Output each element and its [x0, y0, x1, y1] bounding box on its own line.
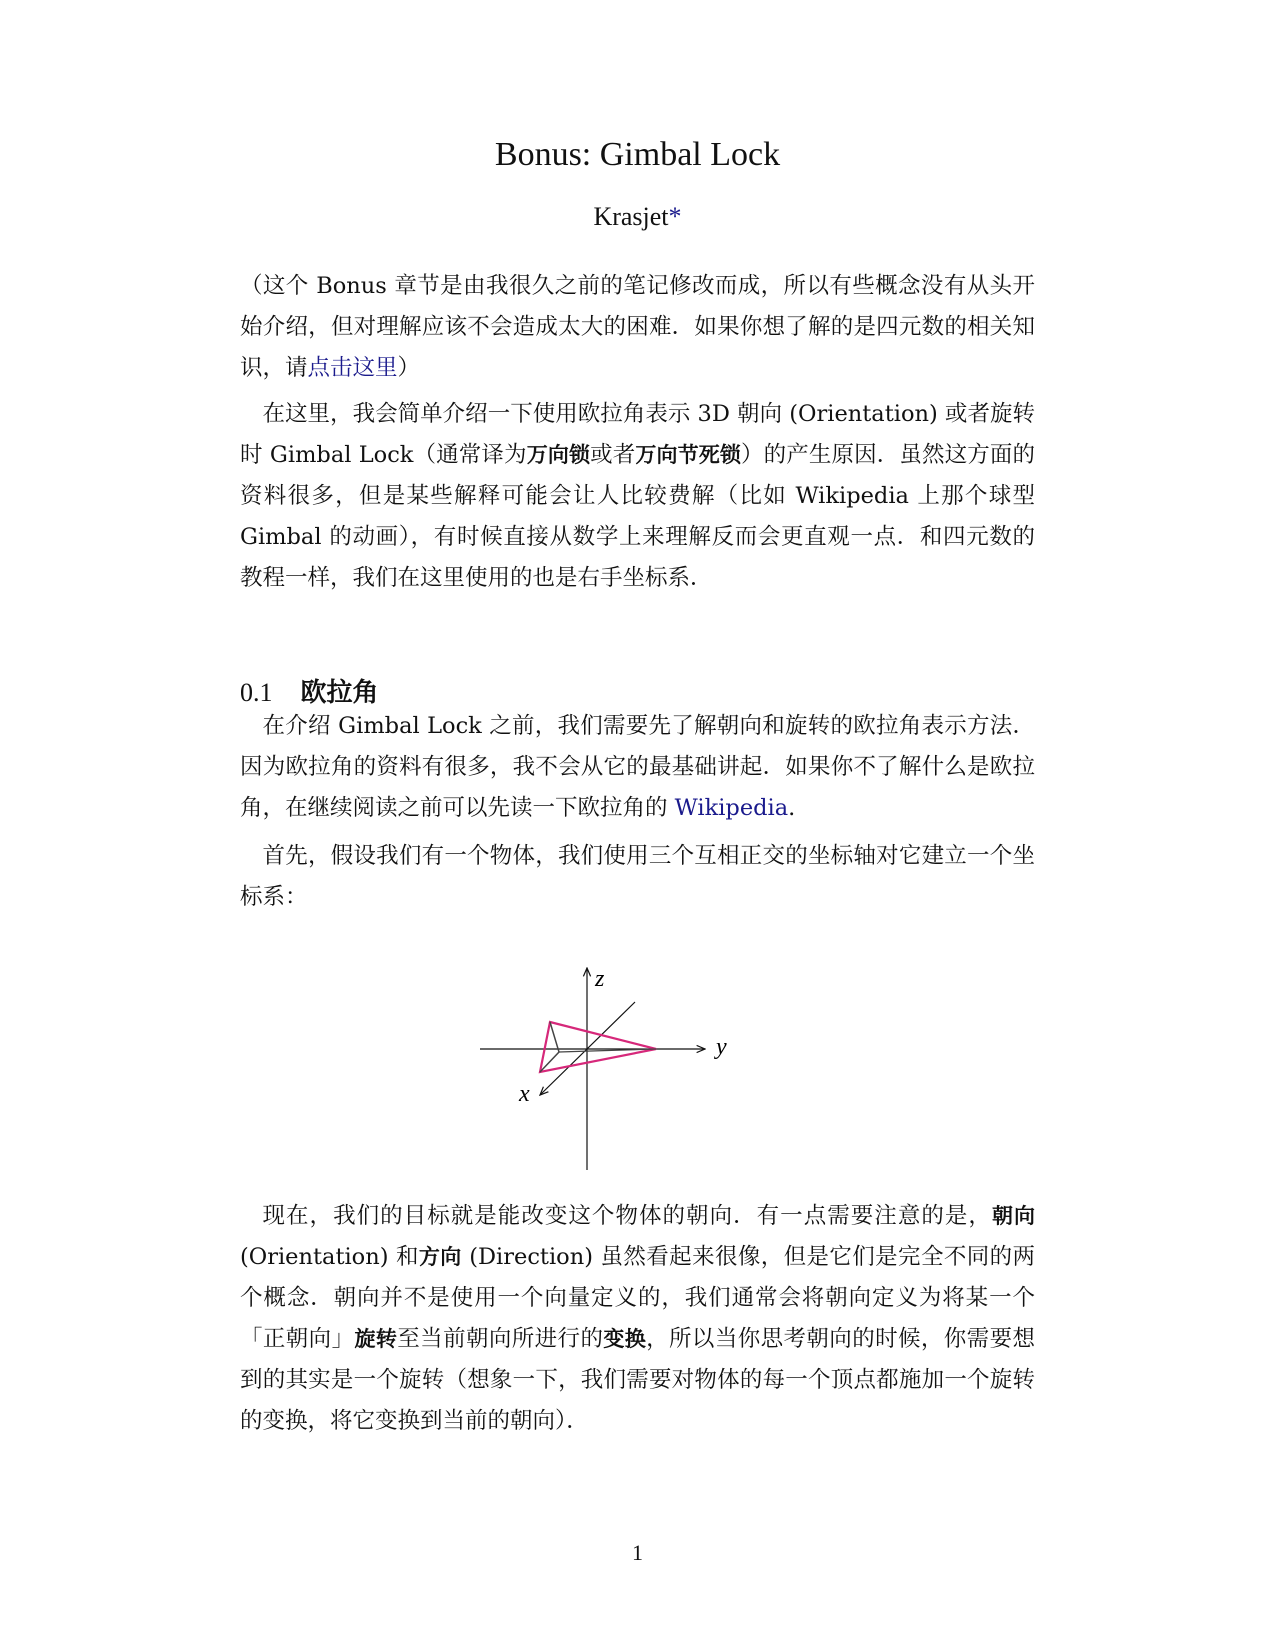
intro-block	[240, 266, 1035, 389]
para1-text-a: 在这里，我会简单介绍一下使用欧拉角表示 3D 朝向 (Orientation) 或者旋转时 Gimbal Lock（通常译为	[240, 401, 1035, 468]
para4-term-rotation: 旋转	[354, 1327, 398, 1351]
para4-term-direction: 方向	[418, 1245, 462, 1269]
para1-term-2: 万向节死锁	[635, 443, 741, 467]
coordinate-figure	[480, 960, 780, 1190]
para1-text-c: 或者	[590, 442, 636, 468]
para4-block	[240, 1196, 1035, 1442]
x-axis-label: x	[519, 1081, 530, 1107]
paragraph-4	[240, 1196, 1035, 1442]
paragraph-2	[240, 706, 1035, 829]
author-name: Krasjet	[593, 202, 669, 231]
author-footnote-link[interactable]: *	[668, 202, 682, 231]
para4-term-transform: 变换	[603, 1327, 647, 1351]
para4-text-d: (Direction) 虽然看起来很像，但是它们是完全不同的两个概念．朝向并不是使用一个向量定义的，我们通常会将朝向定义为将某一个「正朝向」	[240, 1244, 1035, 1352]
author-line	[0, 202, 1275, 232]
section-title: 欧拉角	[300, 678, 379, 708]
para1-block	[240, 394, 1035, 599]
paragraph-1	[240, 394, 1035, 599]
section-number: 0.1	[240, 678, 273, 707]
y-axis-label: y	[716, 1034, 727, 1060]
z-axis-label: z	[595, 966, 605, 992]
para3-block	[240, 836, 1035, 918]
para1-term-1: 万向锁	[526, 443, 591, 467]
para4-term-orientation: 朝向	[991, 1204, 1035, 1228]
object-shape	[540, 1022, 656, 1072]
para2-text-a: 在介绍 Gimbal Lock 之前，我们需要先了解朝向和旋转的欧拉角表示方法．因为欧拉角的资料有很多，我不会从它的最基础讲起．如果你不了解什么是欧拉角，在继续阅读之前可以先读一下欧拉角的	[240, 713, 1035, 821]
document-title: Bonus: Gimbal Lock	[494, 136, 781, 173]
para2-text-b: .	[788, 795, 796, 821]
para4-text-c: (Orientation) 和	[240, 1244, 419, 1270]
para4-text-a: 现在，我们的目标就是能改变这个物体的朝向．有一点需要注意的是，	[262, 1203, 992, 1229]
section-heading	[240, 672, 379, 709]
wikipedia-link[interactable]: Wikipedia	[674, 795, 789, 821]
intro-link[interactable]: 点击这里	[307, 355, 398, 381]
paragraph-3: 首先，假设我们有一个物体，我们使用三个互相正交的坐标轴对它建立一个坐标系：	[240, 843, 1035, 910]
para4-text-e: 至当前朝向所进行的	[397, 1326, 604, 1352]
para2-block	[240, 706, 1035, 829]
intro-paragraph	[240, 266, 1035, 389]
intro-close: ）	[397, 355, 421, 381]
page-number: 1	[632, 1540, 643, 1565]
para1-text-d: ）的产生原因．虽然这方面的资料很多，但是某些解释可能会让人比较费解（比如 Wikipedia 上那个球型 Gimbal 的动画），有时候直接从数学上来理解反而会更直观一点．和四元数的教程一样，我们在这里使用的也是右手坐标系．	[240, 442, 1036, 591]
intro-text: （这个 Bonus 章节是由我很久之前的笔记修改而成，所以有些概念没有从头开始介绍，但对理解应该不会造成太大的困难．如果你想了解的是四元数的相关知识，请	[240, 273, 1035, 381]
para4-text-f: ，所以当你思考朝向的时候，你需要想到的其实是一个旋转（想象一下，我们需要对物体的每一个顶点都施加一个旋转的变换，将它变换到当前的朝向）．	[240, 1326, 1035, 1434]
